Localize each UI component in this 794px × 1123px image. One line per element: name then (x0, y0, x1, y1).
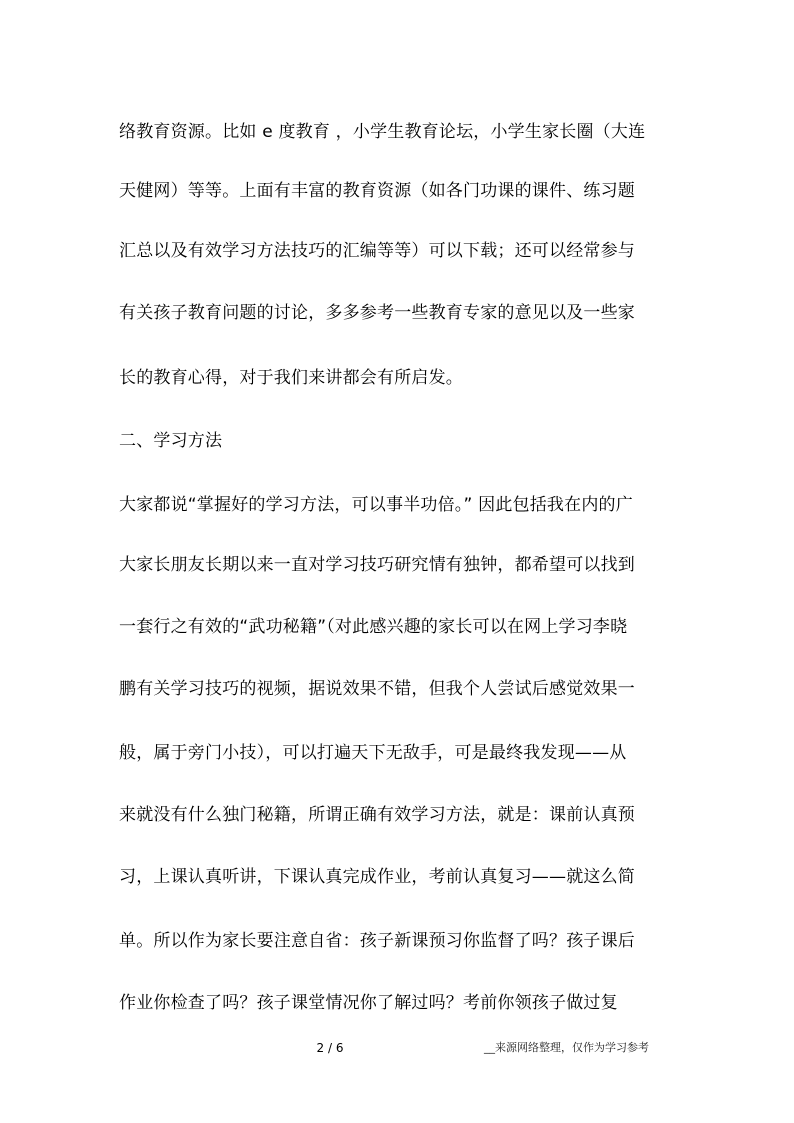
paragraph-line: 大家长朋友长期以来一直对学习技巧研究情有独钟，都希望可以找到 (119, 555, 635, 575)
source-note: __来源网络整理，仅作为学习参考 (484, 1041, 649, 1054)
paragraph-line: 络教育资源。比如 e 度教育 ，小学生教育论坛，小学生家长圈（大连 (119, 122, 646, 142)
paragraph-line: 天健网）等等。上面有丰富的教育资源（如各门功课的课件、练习题 (119, 181, 635, 201)
paragraph-line: 般，属于旁门小技），可以打遍天下无敌手，可是最终我发现——从 (119, 743, 627, 763)
paragraph-line: 来就没有什么独门秘籍，所谓正确有效学习方法，就是：课前认真预 (119, 805, 635, 825)
paragraph-line: 汇总以及有效学习方法技巧的汇编等等）可以下载；还可以经常参与 (119, 241, 635, 261)
paragraph-line: 有关孩子教育问题的讨论，多多参考一些教育专家的意见以及一些家 (119, 303, 635, 323)
paragraph-line: 长的教育心得，对于我们来讲都会有所启发。 (119, 368, 463, 388)
paragraph-line: 大家都说“掌握好的学习方法，可以事半功倍。” 因此包括我在内的广 (119, 495, 633, 515)
page-number: 2 / 6 (316, 1041, 344, 1055)
paragraph-line: 鹏有关学习技巧的视频，据说效果不错，但我个人尝试后感觉效果一 (119, 679, 635, 699)
paragraph-line: 一套行之有效的“武功秘籍”（对此感兴趣的家长可以在网上学习李晓 (119, 617, 628, 637)
paragraph-line: 单。所以作为家长要注意自省：孩子新课预习你监督了吗？孩子课后 (119, 931, 635, 951)
section-heading: 二、学习方法 (119, 431, 223, 451)
paragraph-line: 习，上课认真听讲，下课认真完成作业，考前认真复习——就这么简 (119, 867, 635, 887)
paragraph-line: 作业你检查了吗？孩子课堂情况你了解过吗？考前你领孩子做过复 (119, 993, 618, 1013)
